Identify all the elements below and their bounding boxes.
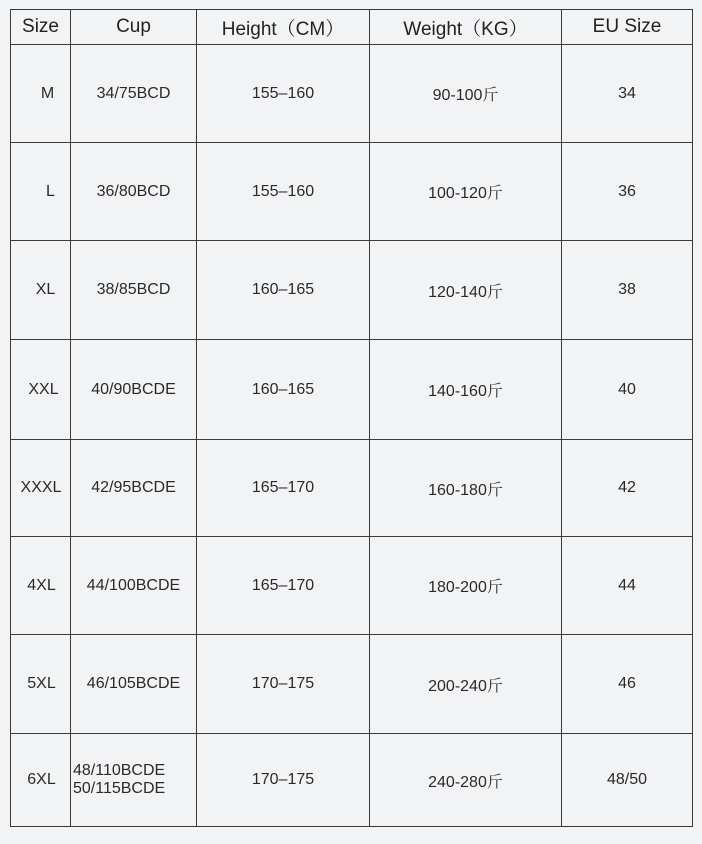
height-cell: 170–175 bbox=[197, 734, 370, 827]
cup-cell bbox=[71, 537, 197, 635]
table-row bbox=[11, 635, 693, 734]
height-cell: 160–165 bbox=[197, 241, 370, 340]
cup-value: 36/80BCD bbox=[96, 182, 171, 200]
weight-cell: 100-120斤 bbox=[370, 143, 562, 241]
header-weight: Weight（KG） bbox=[370, 10, 562, 45]
size-cell: L bbox=[11, 143, 71, 241]
weight-cell: 160-180斤 bbox=[370, 440, 562, 537]
cup-cell bbox=[71, 45, 197, 143]
height-cell: 155–160 bbox=[197, 143, 370, 241]
cup-cell bbox=[71, 241, 197, 340]
table-row bbox=[11, 340, 693, 440]
table-row bbox=[11, 734, 693, 827]
cup-cell bbox=[71, 440, 197, 537]
table-row bbox=[11, 45, 693, 143]
size-cell: 5XL bbox=[11, 635, 71, 734]
cup-value: 50/115BCDE bbox=[73, 780, 166, 797]
cup-value: 34/75BCD bbox=[96, 84, 171, 102]
eu-size-cell: 40 bbox=[562, 340, 693, 440]
cup-value: 46/105BCDE bbox=[86, 675, 181, 692]
size-cell: 6XL bbox=[11, 734, 71, 827]
header-size: Size bbox=[11, 10, 71, 45]
cup-cell bbox=[71, 143, 197, 241]
eu-size-cell: 36 bbox=[562, 143, 693, 241]
size-cell: XXXL bbox=[11, 440, 71, 537]
cup-value: 48/110BCDE bbox=[73, 762, 166, 779]
cup-value: 40/90BCDE bbox=[91, 380, 176, 398]
height-cell: 155–160 bbox=[197, 45, 370, 143]
table-row bbox=[11, 440, 693, 537]
eu-size-cell: 48/50 bbox=[562, 734, 693, 827]
weight-cell: 140-160斤 bbox=[370, 340, 562, 440]
table-row bbox=[11, 143, 693, 241]
table-row bbox=[11, 537, 693, 635]
height-cell: 170–175 bbox=[197, 635, 370, 734]
height-cell: 160–165 bbox=[197, 340, 370, 440]
height-cell: 165–170 bbox=[197, 537, 370, 635]
weight-cell: 180-200斤 bbox=[370, 537, 562, 635]
header-height: Height（CM） bbox=[197, 10, 370, 45]
weight-cell: 240-280斤 bbox=[370, 734, 562, 827]
eu-size-cell: 42 bbox=[562, 440, 693, 537]
size-cell: M bbox=[11, 45, 71, 143]
cup-cell bbox=[71, 635, 197, 734]
weight-cell: 90-100斤 bbox=[370, 45, 562, 143]
cup-value: 38/85BCD bbox=[96, 281, 171, 298]
size-chart-table bbox=[10, 9, 693, 827]
eu-size-cell: 46 bbox=[562, 635, 693, 734]
cup-value: 44/100BCDE bbox=[86, 576, 181, 594]
cup-cell bbox=[71, 340, 197, 440]
header-eu-size: EU Size bbox=[562, 10, 693, 45]
weight-cell: 200-240斤 bbox=[370, 635, 562, 734]
cup-value: 42/95BCDE bbox=[91, 479, 176, 496]
weight-cell: 120-140斤 bbox=[370, 241, 562, 340]
table-row bbox=[11, 241, 693, 340]
cup-cell bbox=[71, 734, 197, 827]
height-cell: 165–170 bbox=[197, 440, 370, 537]
eu-size-cell: 44 bbox=[562, 537, 693, 635]
header-cup: Cup bbox=[71, 10, 197, 45]
header-row bbox=[11, 10, 693, 45]
size-cell: 4XL bbox=[11, 537, 71, 635]
size-cell: XXL bbox=[11, 340, 71, 440]
eu-size-cell: 34 bbox=[562, 45, 693, 143]
size-cell: XL bbox=[11, 241, 71, 340]
eu-size-cell: 38 bbox=[562, 241, 693, 340]
